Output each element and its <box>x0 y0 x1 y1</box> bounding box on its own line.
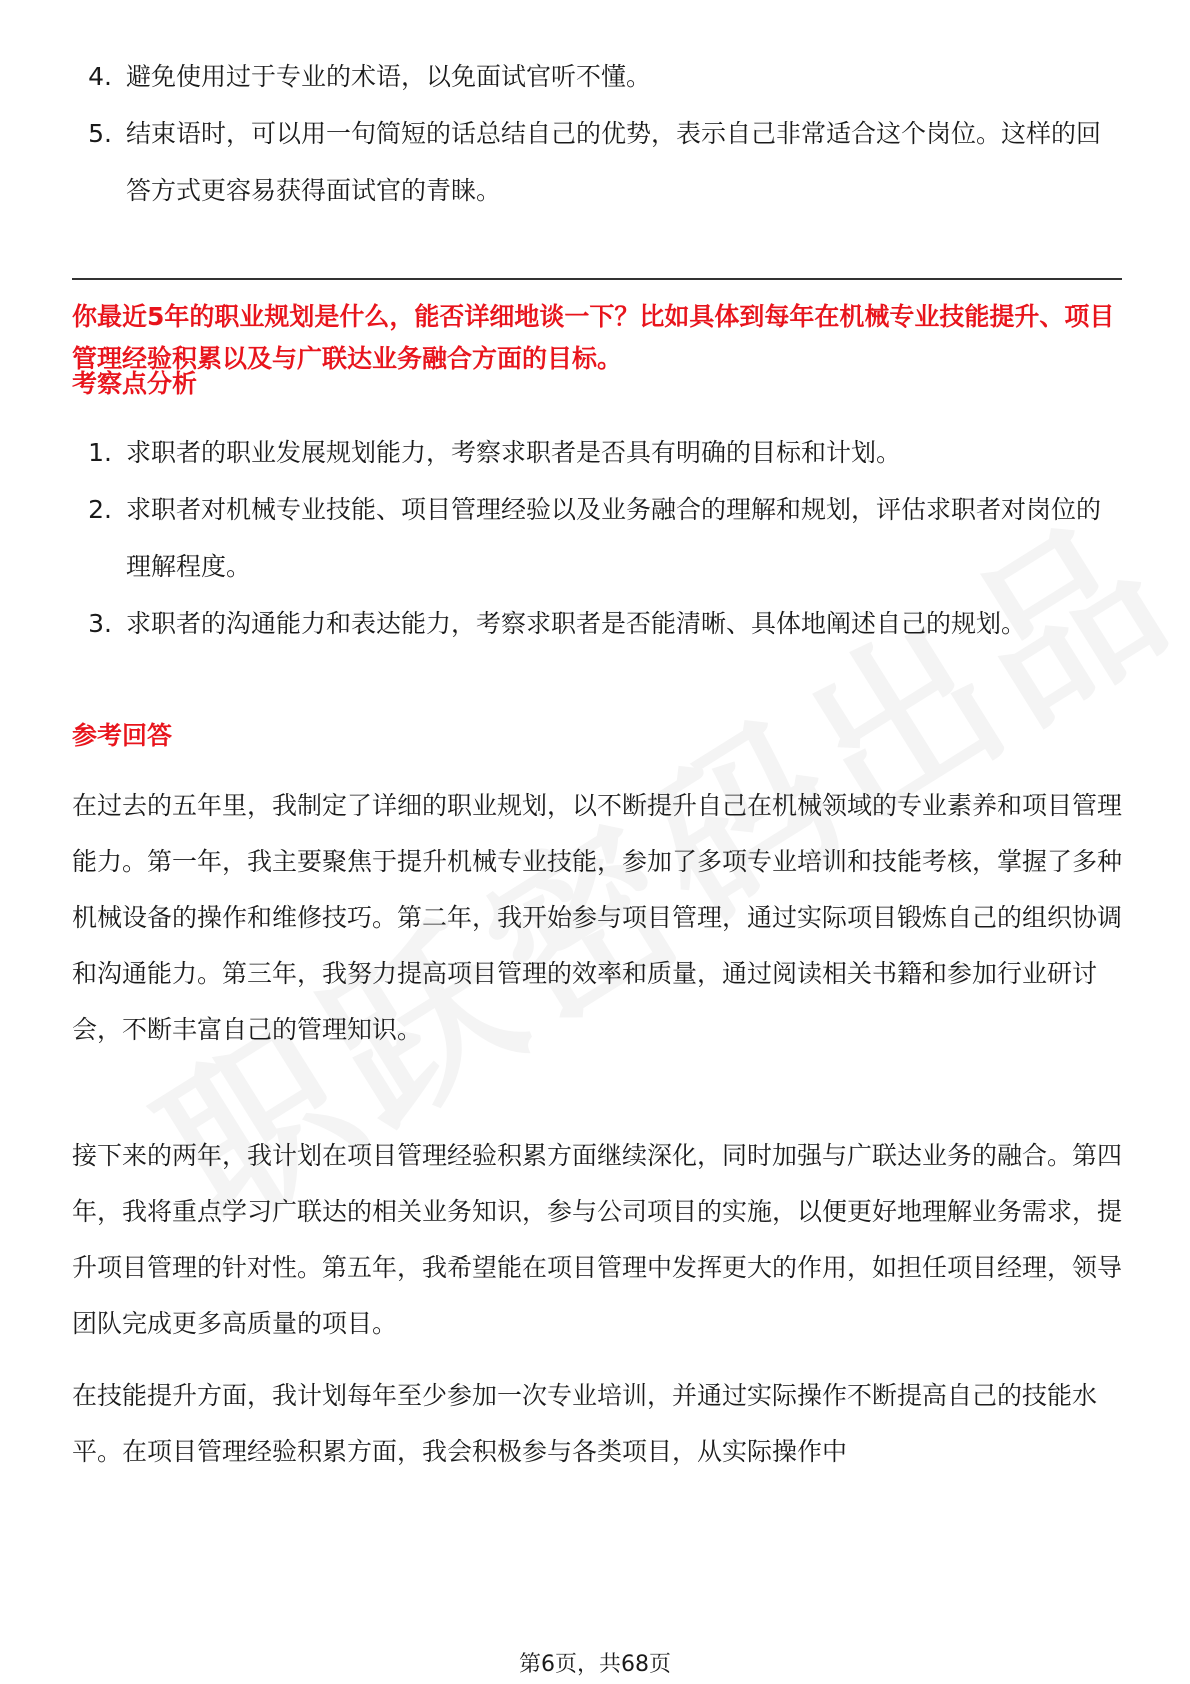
list-item-number: 4. <box>88 62 112 91</box>
list-item-number: 1. <box>88 438 112 467</box>
list-item <box>72 595 1122 652</box>
tips-list <box>72 48 1122 219</box>
list-item-number: 3. <box>88 609 112 638</box>
list-item <box>72 105 1122 219</box>
answer-heading: 参考回答 <box>72 721 173 750</box>
list-item-number: 2. <box>88 495 112 524</box>
list-item-text: 求职者的沟通能力和表达能力，考察求职者是否能清晰、具体地阐述自己的规划。 <box>126 609 1027 638</box>
list-item-number: 5. <box>88 119 112 148</box>
answer-paragraph: 接下来的两年，我计划在项目管理经验积累方面继续深化，同时加强与广联达业务的融合。第四年，我将重点学习广联达的相关业务知识，参与公司项目的实施，以便更好地理解业务需求，提升项目管理的针对性。第五年，我希望能在项目管理中发挥更大的作用，如担任项目经理，领导团队完成更多高质量的项目。 <box>72 1141 1123 1338</box>
list-item <box>72 481 1122 595</box>
answer-paragraph: 在过去的五年里，我制定了详细的职业规划，以不断提升自己在机械领域的专业素养和项目管理能力。第一年，我主要聚焦于提升机械专业技能，参加了多项专业培训和技能考核，掌握了多种机械设备的操作和维修技巧。第二年，我开始参与项目管理，通过实际项目锻炼自己的组织协调和沟通能力。第三年，我努力提高项目管理的效率和质量，通过阅读相关书籍和参加行业研讨会，不断丰富自己的管理知识。 <box>72 791 1123 1044</box>
analysis-list <box>72 424 1122 652</box>
page-number: 第6页，共68页 <box>519 1652 671 1677</box>
list-item-text: 求职者对机械专业技能、项目管理经验以及业务融合的理解和规划，评估求职者对岗位的理解程度。 <box>126 495 1102 581</box>
section-divider <box>72 278 1122 280</box>
list-item-text: 结束语时，可以用一句简短的话总结自己的优势，表示自己非常适合这个岗位。这样的回答方式更容易获得面试官的青睐。 <box>126 119 1102 205</box>
interview-question: 你最近5年的职业规划是什么，能否详细地谈一下？比如具体到每年在机械专业技能提升、项目管理经验积累以及与广联达业务融合方面的目标。 <box>72 302 1115 373</box>
list-item-text: 避免使用过于专业的术语，以免面试官听不懂。 <box>126 62 652 91</box>
list-item-text: 求职者的职业发展规划能力，考察求职者是否具有明确的目标和计划。 <box>126 438 902 467</box>
analysis-heading: 考察点分析 <box>72 369 198 398</box>
list-item <box>72 48 1122 105</box>
list-item <box>72 424 1122 481</box>
answer-paragraph: 在技能提升方面，我计划每年至少参加一次专业培训，并通过实际操作不断提高自己的技能水平。在项目管理经验积累方面，我会积极参与各类项目，从实际操作中 <box>72 1381 1098 1466</box>
